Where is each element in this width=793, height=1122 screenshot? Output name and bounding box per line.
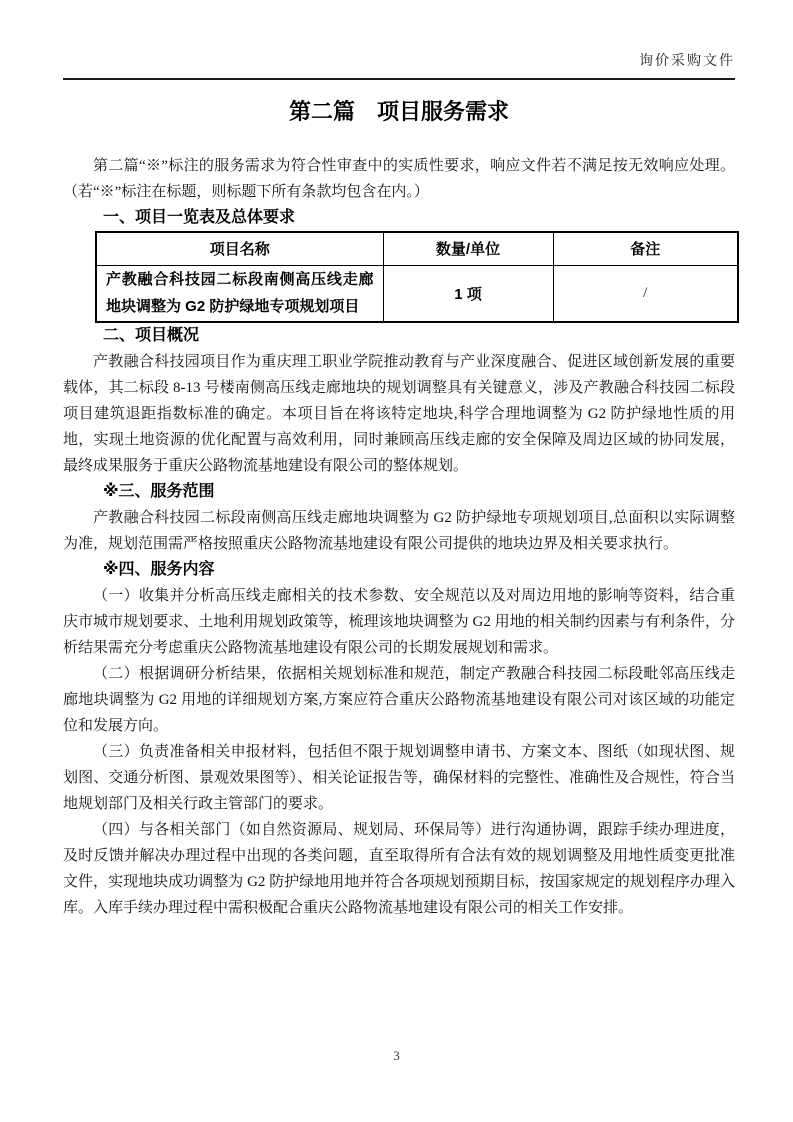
remarks-cell: / (553, 265, 738, 322)
section-1-heading: 一、项目一览表及总体要求 (103, 209, 296, 226)
quantity-cell: 1 项 (383, 265, 553, 322)
column-header-quantity-unit: 数量/单位 (383, 232, 553, 265)
service-scope-paragraph: 产教融合科技园二标段南侧高压线走廊地块调整为 G2 防护绿地专项规划项目,总面积以实际调整为准，规划范围需严格按照重庆公路物流基地建设有限公司提供的地块边界及相关要求执行。 (63, 510, 735, 552)
service-content-paragraph-2: （二）根据调研分析结果，依据相关规划标准和规范，制定产教融合科技园二标段毗邻高压线走廊地块调整为 G2 用地的详细规划方案,方案应符合重庆公路物流基地建设有限公司对该区域的功能定位和发展方向。 (63, 666, 735, 734)
page-title: 第二篇 项目服务需求 (288, 99, 509, 124)
header-doc-type: 询价采购文件 (639, 54, 735, 69)
project-overview-paragraph: 产教融合科技园项目作为重庆理工职业学院推动教育与产业深度融合、促进区域创新发展的重要载体，其二标段 8-13 号楼南侧高压线走廊地块的规划调整具有关键意义，涉及产教融合科技园二标段项目建筑退距指数标准的确定。本项目旨在将该特定地块,科学合理地调整为 G2 防护绿地性质的用地，实现土地资源的优化配置与高效利用，同时兼顾高压线走廊的安全保障及周边区域的协同发展，最终成果服务于重庆公路物流基地建设有限公司的整体规划。 (63, 354, 735, 474)
table-header-row (96, 232, 738, 265)
table-row (96, 265, 738, 322)
service-content-paragraph-4: （四）与各相关部门（如自然资源局、规划局、环保局等）进行沟通协调，跟踪手续办理进度，及时反馈并解决办理过程中出现的各类问题，直至取得所有合法有效的规划调整及用地性质变更批准文件，实现地块成功调整为 G2 防护绿地用地并符合各项规划预期目标，按国家规定的规划程序办理入库。入库手续办理过程中需积极配合重庆公路物流基地建设有限公司的相关工作安排。 (63, 822, 735, 916)
section-3-heading: ※三、服务范围 (103, 483, 215, 500)
page-number: 3 (393, 1048, 400, 1063)
service-content-paragraph-3: （三）负责准备相关申报材料，包括但不限于规划调整申请书、方案文本、图纸（如现状图、规划图、交通分析图、景观效果图等）、相关论证报告等，确保材料的完整性、准确性及合规性，符合当地规划部门及相关行政主管部门的要求。 (63, 744, 735, 812)
intro-paragraph: 第二篇“※”标注的服务需求为符合性审查中的实质性要求，响应文件若不满足按无效响应处理。（若“※”标注在标题，则标题下所有条款均包含在内。） (63, 158, 735, 200)
header-rule (63, 78, 735, 80)
service-content-paragraph-1: （一）收集并分析高压线走廊相关的技术参数、安全规范以及对周边用地的影响等资料，结合重庆市城市规划要求、土地利用规划政策等，梳理该地块调整为 G2 用地的相关制约因素与有利条件，分析结果需充分考虑重庆公路物流基地建设有限公司的长期发展规划和需求。 (63, 588, 735, 656)
project-table (95, 231, 739, 323)
project-name-cell: 产教融合科技园二标段南侧高压线走廊地块调整为 G2 防护绿地专项规划项目 (96, 265, 383, 322)
section-4-heading: ※四、服务内容 (103, 561, 215, 578)
column-header-remarks: 备注 (553, 232, 738, 265)
section-2-heading: 二、项目概况 (103, 327, 200, 344)
column-header-project-name: 项目名称 (96, 232, 383, 265)
